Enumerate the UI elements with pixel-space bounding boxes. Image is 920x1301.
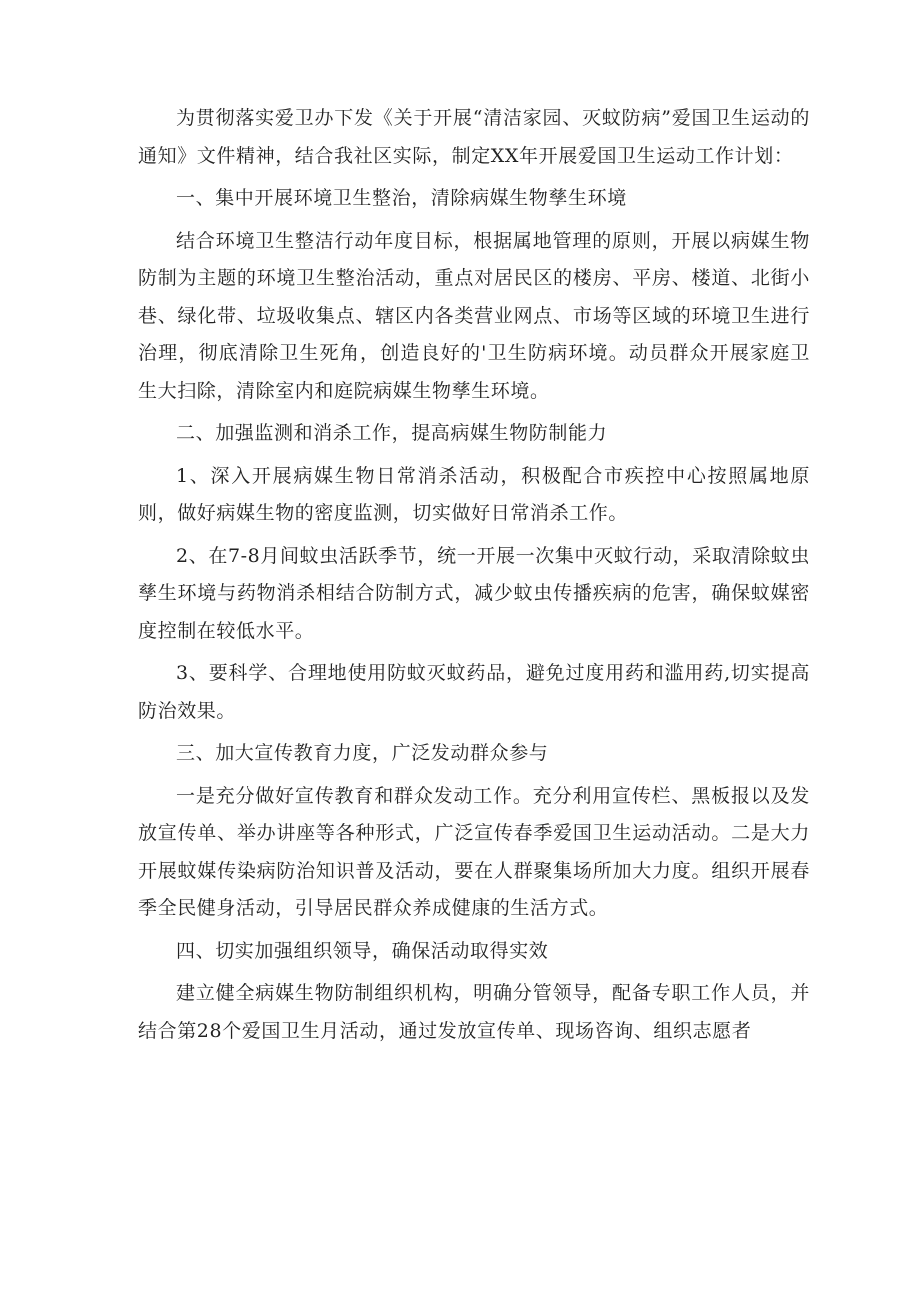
section-heading-2: 二、加强监测和消杀工作，提高病媒生物防制能力 — [176, 422, 608, 444]
document-body — [138, 100, 810, 1055]
section-2-item-3: 3、要科学、合理地使用防蚊灭蚊药品，避免过度用药和滥用药,切实提高防治效果。 — [138, 662, 810, 722]
section-1-paragraph: 结合环境卫生整洁行动年度目标，根据属地管理的原则，开展以病媒生物防制为主题的环境卫生整治活动，重点对居民区的楼房、平房、楼道、北街小巷、绿化带、垃圾收集点、辖区内各类营业网点、市场等区域的环境卫生进行治理，彻底清除卫生死角，创造良好的'卫生防病环境。动员群众开展家庭卫生大扫除，清除室内和庭院病媒生物孳生环境。 — [138, 229, 810, 402]
section-2-item-1: 1、深入开展病媒生物日常消杀活动，积极配合市疾控中心按照属地原则，做好病媒生物的密度监测，切实做好日常消杀工作。 — [138, 464, 810, 524]
section-4-paragraph: 建立健全病媒生物防制组织机构，明确分管领导，配备专职工作人员，并结合第28个爱国卫生月活动，通过发放宣传单、现场咨询、组织志愿者 — [138, 982, 810, 1042]
section-2-item-2: 2、在7-8月间蚊虫活跃季节，统一开展一次集中灭蚊行动，采取清除蚊虫孳生环境与药物消杀相结合防制方式，减少蚊虫传播疾病的危害，确保蚊媒密度控制在较低水平。 — [138, 544, 810, 642]
section-heading-1: 一、集中开展环境卫生整治，清除病媒生物孳生环境 — [176, 187, 627, 209]
section-heading-4: 四、切实加强组织领导，确保活动取得实效 — [176, 939, 549, 962]
intro-paragraph: 为贯彻落实爱卫办下发《关于开展“清洁家园、灭蚊防病”爱国卫生运动的通知》文件精神，结合我社区实际，制定XX年开展爱国卫生运动工作计划： — [138, 107, 810, 167]
section-3-paragraph: 一是充分做好宣传教育和群众发动工作。充分利用宣传栏、黑板报以及发放宣传单、举办讲座等各种形式，广泛宣传春季爱国卫生运动活动。二是大力开展蚊媒传染病防治知识普及活动，要在人群聚集场所加大力度。组织开展春季全民健身活动，引导居民群众养成健康的生活方式。 — [138, 784, 810, 919]
section-heading-3: 三、加大宣传教育力度，广泛发动群众参与 — [176, 742, 549, 764]
